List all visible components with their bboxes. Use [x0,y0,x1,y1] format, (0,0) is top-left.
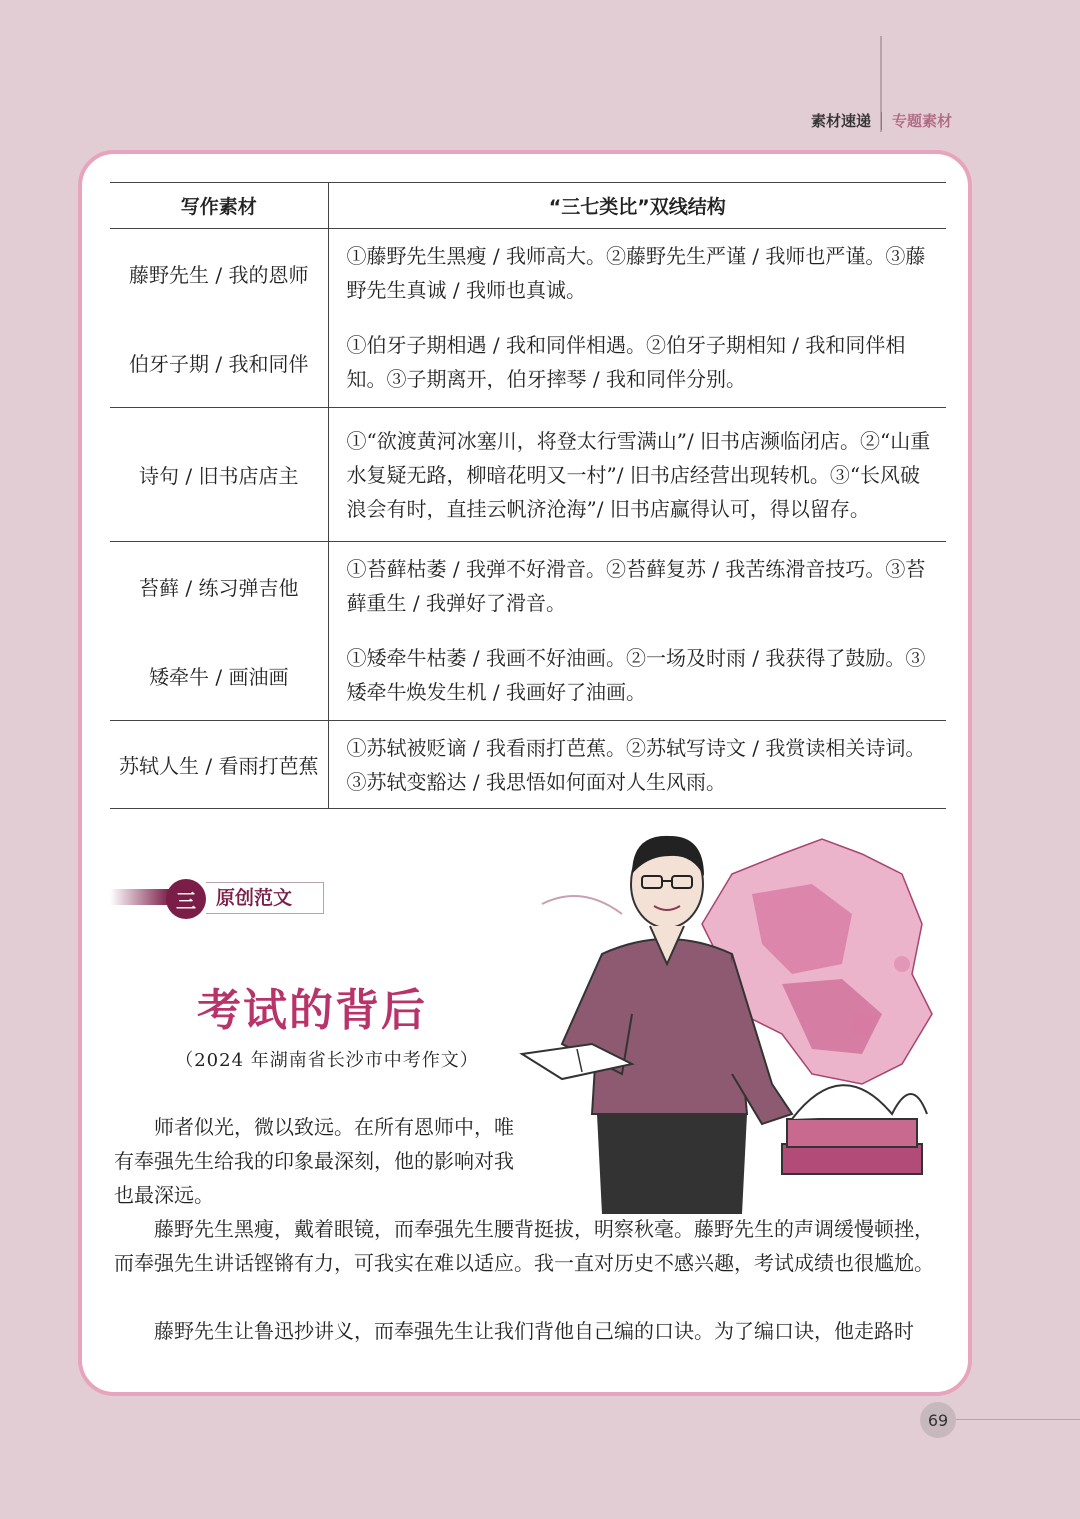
essay-paragraph: 藤野先生黑瘦，戴着眼镜，而奉强先生腰背挺拔，明察秋毫。藤野先生的声调缓慢顿挫，而奉强先生讲话铿锵有力，可我实在难以适应。我一直对历史不感兴趣，考试成绩也很尴尬。 [114,1217,934,1275]
table-cell-material: 诗句 / 旧书店店主 [139,464,299,488]
table-cell-description: ①藤野先生黑瘦 / 我师高大。②藤野先生严谨 / 我师也严谨。③藤野先生真诚 / 我师也真诚。 [346,244,926,302]
header-category: 专题素材 [891,112,952,130]
table-cell-material: 藤野先生 / 我的恩师 [129,262,309,287]
running-header [811,110,952,131]
table-cell-description: ①“欲渡黄河冰塞川，将登太行雪满山”/ 旧书店濒临闭店。②“山重水复疑无路，柳暗花明又一村”/ 旧书店经营出现转机。③“长风破浪会有时，直挂云帆济沧海”/ 旧书店赢得认可，得以留存。 [346,428,931,521]
table-row [110,542,946,721]
section-bar [110,889,170,905]
teacher-illustration [482,814,952,1214]
table-header-structure: “三七类比”双线结构 [328,183,946,229]
page-rule [956,1419,1080,1420]
table-cell-description: ①苏轼被贬谪 / 我看雨打芭蕉。②苏轼写诗文 / 我赏读相关诗词。③苏轼变豁达 / 我思悟如何面对人生风雨。 [346,735,926,794]
table-cell-description: ①苔藓枯萎 / 我弹不好滑音。②苔藓复苏 / 我苦练滑音技巧。③苔藓重生 / 我弹好了滑音。 [346,557,926,615]
essay-paragraph: 师者似光，微以致远。在所有恩师中，唯有奉强先生给我的印象最深刻，他的影响对我也最深远。 [114,1115,514,1207]
table-cell-material: 苔藓 / 练习弹吉他 [139,575,299,600]
content-card [78,150,972,1396]
essay-subtitle: （2024 年湖南省长沙市中考作文） [175,1050,479,1071]
table-cell-material: 苏轼人生 / 看雨打芭蕉 [119,754,319,778]
essay-title: 考试的背后 [197,985,427,1036]
table-row [110,229,946,408]
table-cell-description: ①矮牵牛枯萎 / 我画不好油画。②一场及时雨 / 我获得了鼓励。③矮牵牛焕发生机 / 我画好了油画。 [346,646,926,704]
table-cell-description: ①伯牙子期相遇 / 我和同伴相遇。②伯牙子期相知 / 我和同伴相知。③子期离开，伯牙摔琴 / 我和同伴分别。 [346,333,906,391]
header-section: 素材速递 [810,112,871,130]
material-table [110,182,946,809]
table-header-material: 写作素材 [110,183,328,229]
table-row [110,721,946,809]
header-separator [881,112,882,130]
section-title: 原创范文 [206,882,324,914]
table-cell-material: 伯牙子期 / 我和同伴 [129,351,309,376]
section-number: 三 [166,879,206,919]
table-row [110,408,946,542]
page-number: 69 [920,1402,956,1438]
table-header-row [110,183,946,229]
essay-paragraph: 藤野先生让鲁迅抄讲义，而奉强先生让我们背他自己编的口诀。为了编口诀，他走路时 [154,1319,914,1343]
table-cell-material: 矮牵牛 / 画油画 [149,664,289,689]
section-label [110,879,300,915]
